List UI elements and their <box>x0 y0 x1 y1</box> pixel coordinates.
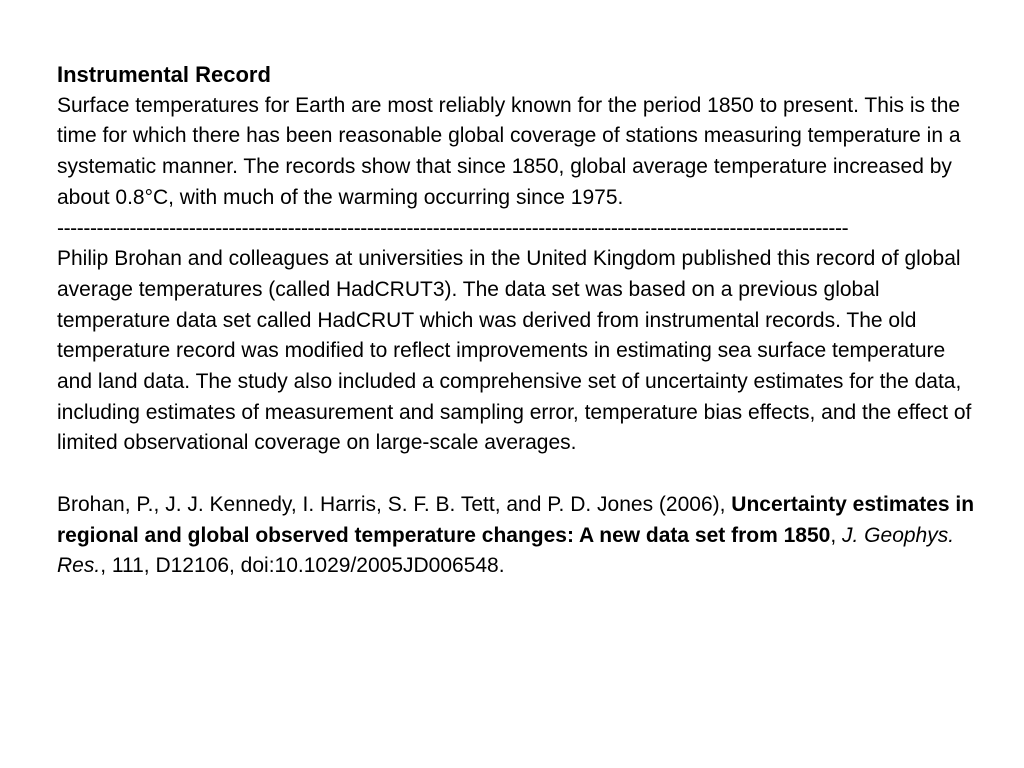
body-paragraph: Philip Brohan and colleagues at universities in the United Kingdom published this record of global average temperatures (called HadCRUT3). The data set was based on a previous global temperature data set called HadCRUT which was derived from instrumental records. The old temperature record was modified to reflect improvements in estimating sea surface temperature and land data. The study also included a comprehensive set of uncertainty estimates for the data, including estimates of measurement and sampling error, temperature bias effects, and the effect of limited observational coverage on large-scale averages. <box>57 247 972 455</box>
section-title: Instrumental Record <box>57 62 271 87</box>
citation <box>57 490 985 582</box>
citation-authors: Brohan, P., J. J. Kennedy, I. Harris, S. F. B. Tett, and P. D. Jones (2006), <box>57 492 732 516</box>
paragraph-spacer <box>57 459 985 490</box>
intro-paragraph: Surface temperatures for Earth are most reliably known for the period 1850 to present. This is the time for which there has been reasonable global coverage of stations measuring temperature in a systematic manner. The records show that since 1850, global average temperature increased by about 0.8°C, with much of the warming occurring since 1975. <box>57 93 961 209</box>
slide-content <box>57 60 985 582</box>
citation-title: Uncertainty estimates in regional and global observed temperature changes: A new data set from 1850 <box>57 492 975 547</box>
citation-journal: J. Geophys. Res. <box>57 523 955 578</box>
citation-details: , 111, D12106, doi:10.1029/2005JD006548. <box>100 554 505 578</box>
dashed-divider: ------------------------------------------------------------------------------------------------------------------------ <box>57 216 849 240</box>
citation-separator: , <box>830 523 843 547</box>
